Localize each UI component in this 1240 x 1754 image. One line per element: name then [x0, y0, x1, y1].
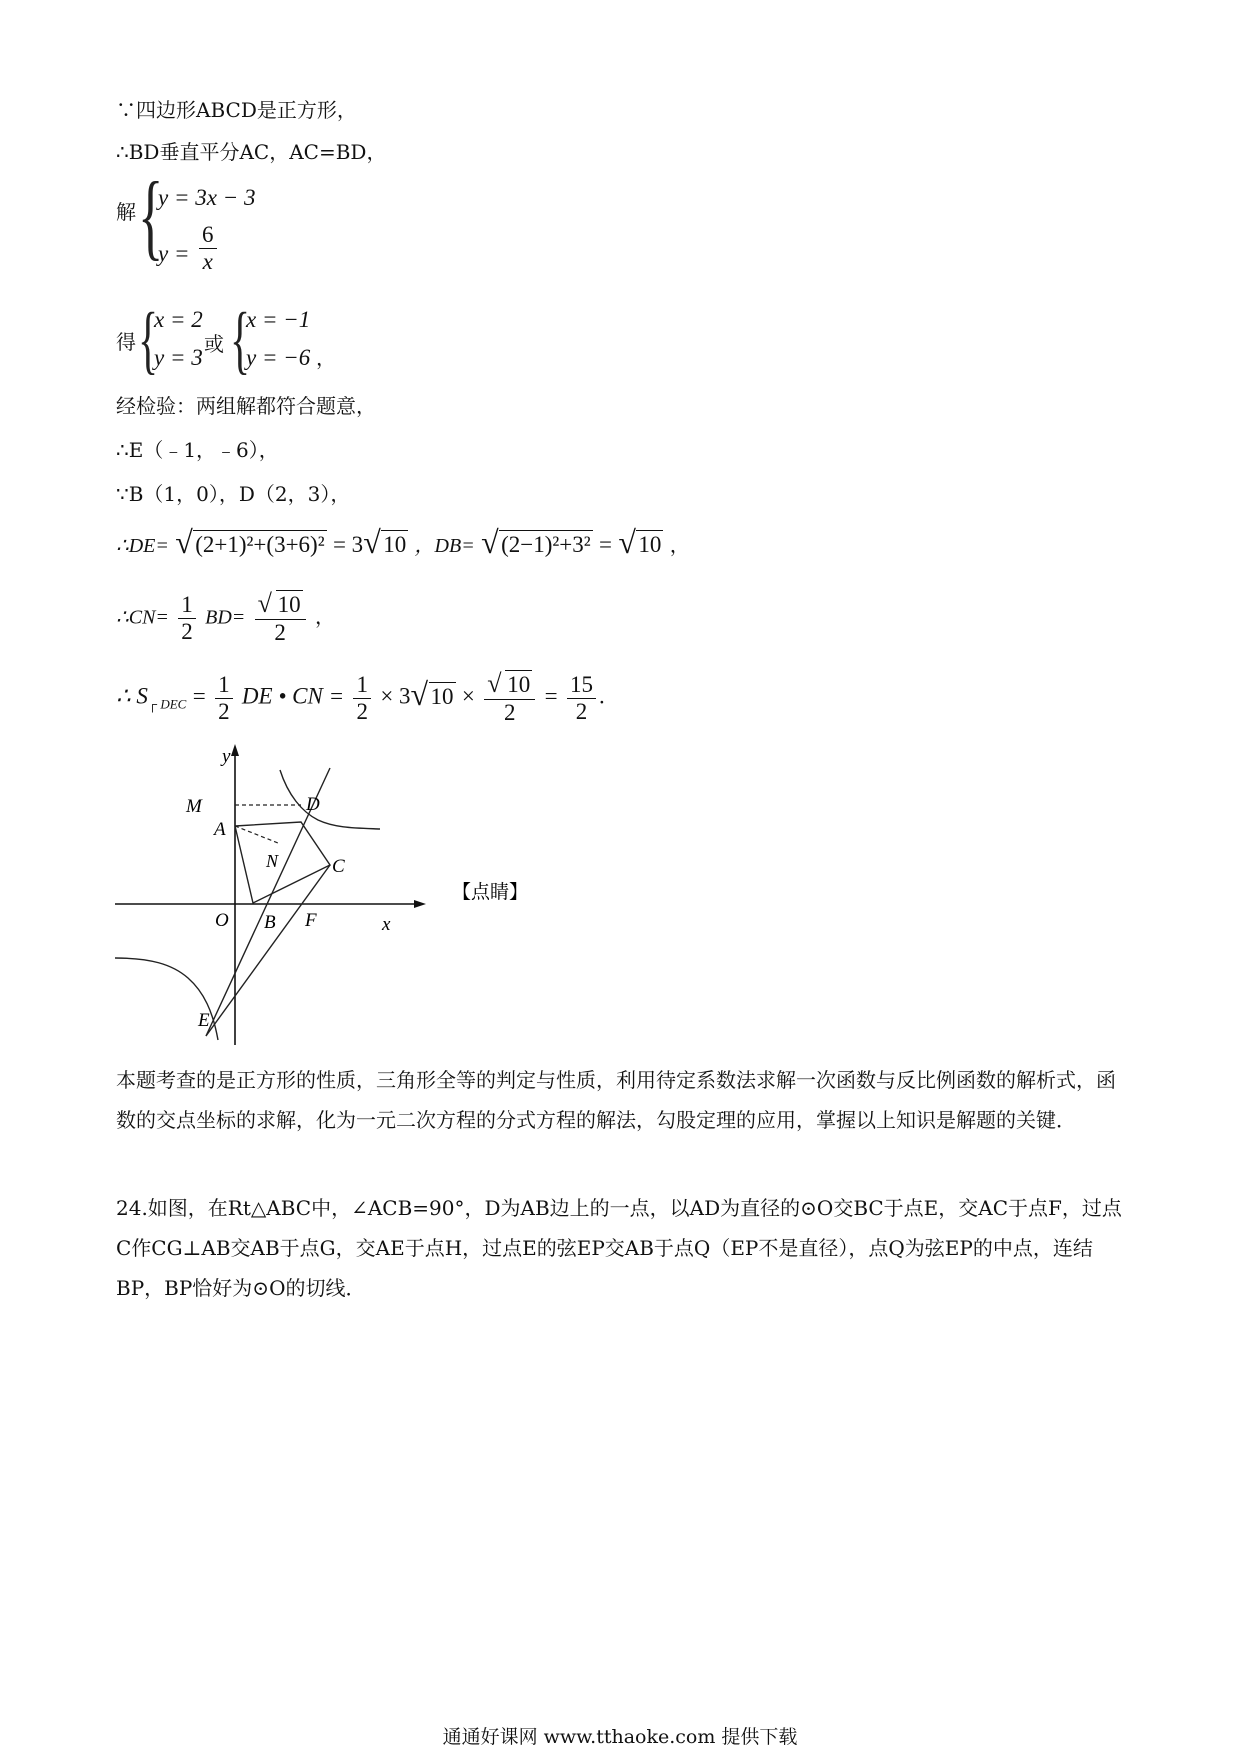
db-end: ， [669, 533, 690, 557]
solution-comma: ， [316, 346, 336, 370]
label-c: C [332, 856, 345, 877]
label-d: D [306, 794, 320, 815]
area-half2-num: 1 [353, 672, 371, 699]
line-check: 经检验：两组解都符合题意， [116, 394, 376, 418]
area-eq: = [192, 683, 206, 709]
line-de-db: ∴DE= √ (2+1)²+(3+6)² = 3 √ 10 ，DB= √ (2−1)²+3² = √ 10 ， [116, 524, 690, 560]
solve-label: 解 [116, 200, 136, 224]
line-points-b-d: ∵B（1，0），D（2，3）， [116, 482, 351, 506]
area-frac-num: 10 [507, 672, 531, 697]
x-axis-arrow-icon [414, 900, 426, 908]
cn-half-den: 2 [181, 618, 193, 644]
system-brace-1: { [138, 162, 164, 269]
db-radicand: (2−1)²+3² [501, 532, 591, 557]
line-bd-bisects-ac: ∴BD垂直平分AC，AC=BD， [116, 140, 387, 164]
system1-eq2-left: y = [158, 241, 190, 266]
solution2-x: x = −1 [246, 307, 311, 332]
area-half-num: 1 [215, 672, 233, 699]
solution1-y: y = 3 [154, 345, 203, 370]
system1-eq1: y = 3x − 3 [158, 185, 256, 210]
label-a: A [214, 819, 226, 840]
label-m: M [186, 796, 202, 817]
cn-end: ， [315, 604, 335, 629]
cn-half-num: 1 [178, 592, 196, 619]
cn-frac-num: 10 [277, 592, 301, 617]
dashed-a-n [235, 826, 278, 843]
system1-eq2-fraction [196, 222, 220, 275]
system1-eq2 [158, 240, 189, 268]
line-area: ∴ $S_{┌ DEC}$ = $\frac{1}{2}$ DE • CN = $\frac{1}{2}$ × 3 √ 10 × √ 10 2 = $\frac{15}{2}$ . [116, 669, 605, 725]
line-e-c [206, 865, 330, 1036]
label-x: x [382, 914, 391, 935]
footer: 通通好课网 www.tthaoke.com 提供下载 [442, 1726, 798, 1748]
db-prefix: ，DB= [414, 535, 475, 557]
line-square-premise: ∵四边形ABCD是正方形， [116, 98, 357, 122]
solution-brace-2: { [230, 298, 251, 382]
system1-eq2-num: 6 [199, 222, 217, 249]
line-point-e: ∴E（﹣1，﹣6）， [116, 438, 279, 462]
area-subscript: ┌ DEC [147, 696, 187, 712]
area-frac-den: 2 [504, 700, 516, 725]
area-half2-den: 2 [356, 698, 368, 724]
y-axis-arrow-icon [231, 744, 239, 756]
area-mid: DE • CN = [241, 683, 345, 709]
label-o: O [215, 910, 229, 931]
area-half-den: 2 [218, 698, 230, 724]
db-equals: = [598, 532, 612, 557]
cn-mid: BD= [205, 606, 246, 629]
line-cn: ∴CN= $\frac{1}{2}$ BD= √ 10 2 ， [116, 589, 335, 645]
area-end: . [598, 683, 605, 709]
label-b: B [264, 912, 276, 933]
hyperbola-branch-upper [280, 770, 380, 829]
area-times: × 3 [380, 683, 411, 709]
area-eq2: = [544, 683, 558, 709]
db-sqrt: √ (2−1)²+3² [481, 524, 591, 560]
or-label: 或 [204, 332, 224, 356]
area-radical: 10 [430, 683, 454, 709]
label-n: N [266, 851, 279, 871]
area-result-den: 2 [575, 698, 588, 724]
de-radicand: (2+1)²+(3+6)² [195, 532, 325, 557]
question-24: 24.如图，在Rt△ABC中，∠ACB=90°，D为AB边上的一点，以AD为直径的⊙O交BC于点E，交AC于点F，过点C作CG⊥AB交AB于点G，交AE于点H，过点E的弦EP交AB于点Q（EP不是直径），点Q为弦EP的中点，连结BP，BP恰好为⊙O的切线． [116, 1196, 1122, 1300]
de-prefix: ∴DE= [116, 535, 169, 557]
solution2-y: y = −6 [246, 345, 311, 370]
area-result-num: 15 [567, 672, 596, 699]
cn-prefix: ∴CN= [116, 606, 169, 629]
de-equals: = 3 [332, 532, 364, 557]
label-e: E [198, 1010, 210, 1031]
square-abcd [235, 822, 330, 903]
solution-brace-1: { [138, 298, 159, 382]
de-value: 10 [383, 532, 407, 557]
summary-paragraph: 本题考查的是正方形的性质，三角形全等的判定与性质，利用待定系数法求解一次函数与反比例函数的解析式，函数的交点坐标的求解，化为一元二次方程的分式方程的解法，勾股定理的应用，掌握以上知识是解题的关键． [116, 1068, 1116, 1132]
label-y: y [222, 746, 231, 767]
de-sqrt: √ (2+1)²+(3+6)² [175, 524, 325, 560]
geometry-figure [110, 740, 570, 1050]
solution1-x: x = 2 [154, 307, 203, 332]
area-prefix: ∴ S [116, 683, 148, 709]
label-f: F [305, 910, 317, 931]
area-times2: × [461, 683, 475, 709]
cn-frac-den: 2 [274, 620, 286, 645]
tip-tag: 【点睛】 [452, 881, 529, 903]
get-label: 得 [116, 330, 136, 354]
system1-eq2-den: x [202, 249, 213, 274]
db-value: 10 [638, 532, 662, 557]
